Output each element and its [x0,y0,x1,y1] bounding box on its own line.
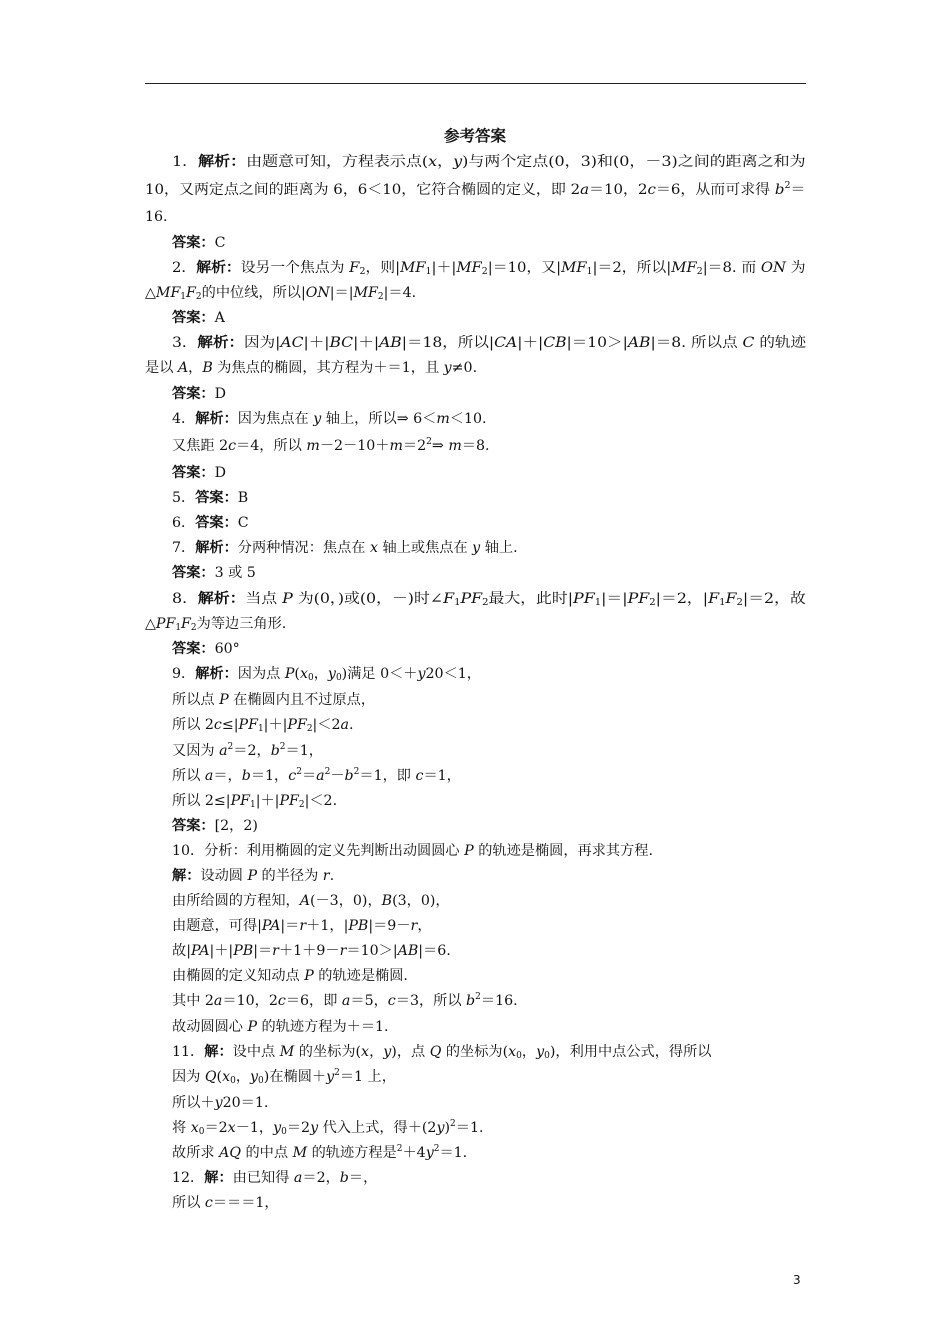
answer-line: 将 $x_0=2x-1$，$y_0=2y$ 代入上式，得$+(2y)^2=1$. [172,1119,484,1137]
answer-line: 答案：[2，2) [172,818,258,834]
answer-line: 10．分析：利用椭圆的定义先判断出动圆圆心 P 的轨迹是椭圆，再求其方程. [172,843,653,859]
answer-line: 其中 2a＝10，2c＝6，即 a＝5，c＝3，所以 $b^2=16$. [172,992,518,1009]
header-rule [145,83,806,84]
answer-line: 5．答案：B [172,490,249,506]
answer-line: 因为 $Q(x_0$，$y_0$)在椭圆$+y^2=1$ 上， [172,1068,396,1086]
answer-line: 11．解：设中点 M 的坐标为(x，y)，点 Q 的坐标为($x_0$，$y_0$)，利用中点公式，得所以 [172,1044,712,1061]
page-number: 3 [793,1273,801,1287]
answer-line: 又因为 $a^2=2$，$b^2=1$， [172,742,323,759]
answer-line: 3．解析：因为|AC|＋|BC|＋|AB|＝18，所以|CA|＋|CB|＝10＞|AB|＝8. 所以点 C 的轨迹 [172,335,806,351]
answer-line: 答案：D [172,386,226,402]
answer-line: 所以 c＝＝＝1， [172,1195,279,1211]
answer-line: 所以点 P 在椭圆内且不过原点， [172,692,376,708]
answer-line: 12．解：由已知得 a＝2，b＝， [172,1170,378,1186]
answer-line: 所以 $2\le|PF_1|+|PF_2|<2$. [172,793,338,810]
page-title: 参考答案 [443,126,506,145]
answer-line: 答案：A [172,310,225,326]
answer-line: 所以＋y20＝1. [172,1095,269,1111]
answer-line: 答案：C [172,235,226,251]
answer-line: 由所给圆的方程知，A(－3，0)，B(3，0)， [172,893,450,909]
answer-line: $\triangle MF_1F_2$的中位线，所以$|ON|=|MF_2|=4$. [145,285,417,302]
answer-line: 故所求 AQ 的中点 M 的轨迹方程是$^2+4y^2=1$. [172,1144,468,1161]
answer-line: 6．答案：C [172,515,249,531]
answer-line: 8．解析：当点 P 为(0，)或(0，－)时$\angle F_1PF_2$最大，此时$|PF_1|=|PF_2|=2$，$|F_1F_2|=2$，故 [172,591,806,608]
answer-line: 所以 a＝，b＝1，$c^2=a^2-b^2=1$，即 c＝1， [172,767,461,784]
answer-line: 是以 A，B 为焦点的椭圆，其方程为＋＝1，且 y≠0. [145,360,478,376]
answer-line: 故动圆圆心 P 的轨迹方程为＋＝1. [172,1019,389,1035]
answer-line: 7．解析：分两种情况：焦点在 x 轴上或焦点在 y 轴上. [172,540,518,556]
answer-line: 4．解析：因为焦点在 y 轴上，所以⇒ 6＜m＜10. [172,411,487,427]
answer-line: 解：设动圆 P 的半径为 r. [172,868,335,884]
answer-line: 2．解析：设另一个焦点为 $F_2$，则$|MF_1|+|MF_2|=10$，又$|MF_1|=2$，所以$|MF_2|=8$. 而 ON 为 [172,260,806,277]
answer-line: 答案：60° [172,641,240,657]
answer-line: 由题意，可得|PA|＝r＋1，|PB|＝9－r， [172,918,432,934]
answer-line: 答案：3 或 5 [172,565,256,581]
answer-line: 答案：D [172,465,226,481]
answer-line: 又焦距 2c＝4，所以 $m-2-10+m=2^2\Rightarrow$ m＝8. [172,437,490,454]
answer-line: 故|PA|＋|PB|＝r＋1＋9－r＝10＞|AB|＝6. [172,943,451,959]
answer-line: 由椭圆的定义知动点 P 的轨迹是椭圆. [172,968,408,984]
answer-line: 9．解析：因为点 $P(x_0$，$y_0$)满足 0＜＋y20＜1， [172,666,481,683]
answer-line: 16. [145,209,168,225]
answer-line: 10，又两定点之间的距离为 6，6＜10，它符合椭圆的定义，即 2a＝10，2c＝6，从而可求得 $b^2=$ [145,181,806,198]
answer-line: 1．解析：由题意可知，方程表示点(x，y)与两个定点(0，3)和(0，－3)之间的距离之和为 [172,154,806,170]
answer-line: $\triangle PF_1F_2$为等边三角形. [145,616,287,633]
answer-line: 所以 $2c\le|PF_1|+|PF_2|<2a$. [172,717,354,734]
